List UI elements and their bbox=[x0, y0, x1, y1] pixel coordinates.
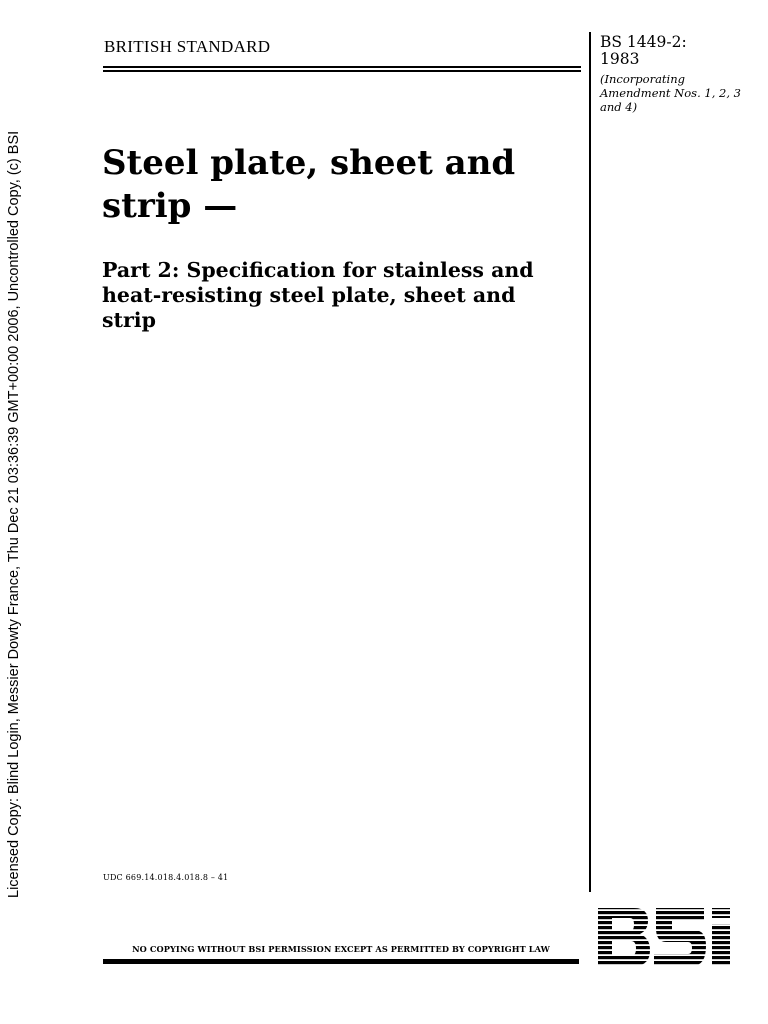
standard-number-line-2: 1983 bbox=[600, 50, 640, 68]
footer-rule bbox=[103, 959, 579, 964]
copyright-notice: NO COPYING WITHOUT BSI PERMISSION EXCEPT AS PERMITTED BY COPYRIGHT LAW bbox=[132, 944, 550, 954]
column-divider bbox=[589, 32, 591, 892]
bsi-logo bbox=[596, 906, 734, 968]
standard-number bbox=[600, 34, 760, 68]
udc-code: UDC 669.14.018.4.018.8 – 41 bbox=[103, 873, 229, 882]
document-title: Steel plate, sheet and strip — bbox=[102, 143, 516, 226]
part-title: Part 2: Specification for stainless and heat-resisting steel plate, sheet and strip bbox=[102, 258, 534, 332]
header-rule-top bbox=[103, 66, 581, 68]
license-watermark: Licensed Copy: Blind Login, Messier Dowty France, Thu Dec 21 03:36:39 GMT+00:00 2006, Uncontrolled Copy, (c) BSI bbox=[6, 130, 22, 898]
header-rule-bottom bbox=[103, 70, 581, 72]
standard-type-label: BRITISH STANDARD bbox=[104, 37, 271, 56]
amendment-note: (Incorporating Amendment Nos. 1, 2, 3 and 4) bbox=[600, 72, 741, 114]
standard-number-line-1: BS 1449-2: bbox=[600, 33, 687, 51]
